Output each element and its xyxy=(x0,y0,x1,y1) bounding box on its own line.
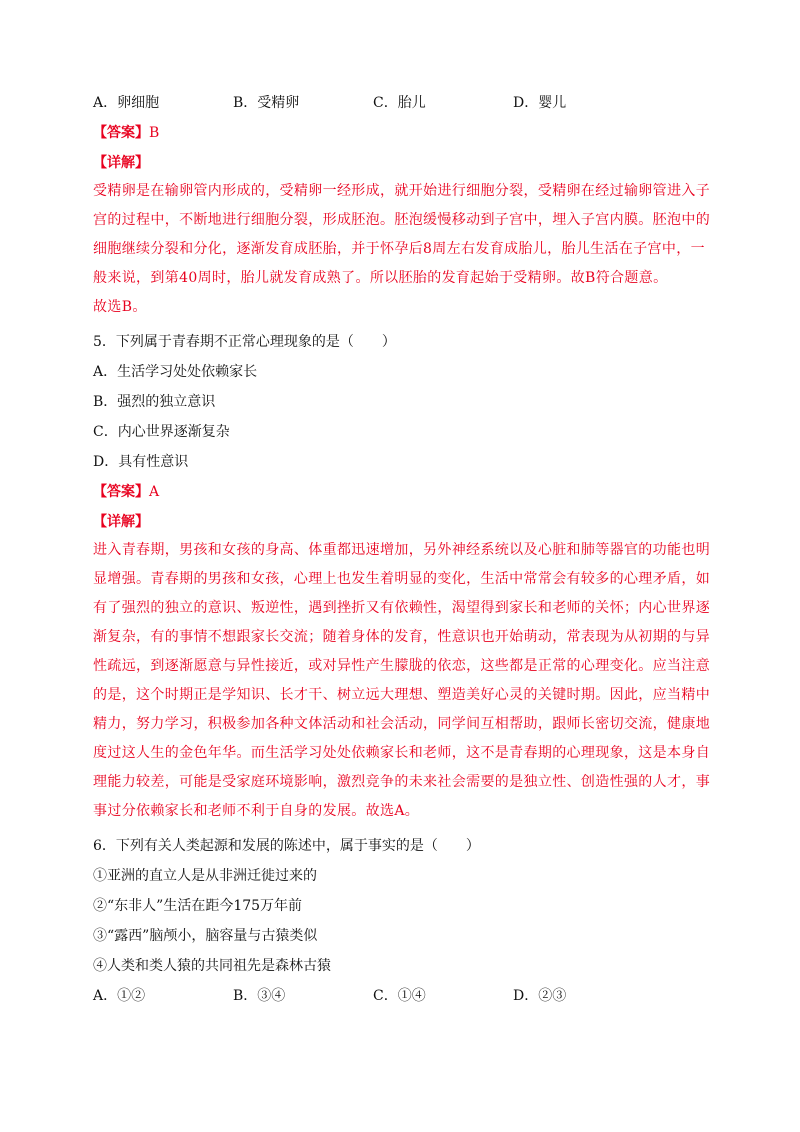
q5-detail-line: 渐复杂，有的事情不想跟家长交流；随着身体的发育，性意识也开始萌动，常表现为从初期的与异 xyxy=(93,629,711,645)
q5-detail-line: 有了强烈的独立的意识、叛逆性，遇到挫折又有依赖性，渴望得到家长和老师的关怀；内心世界逐 xyxy=(93,600,711,616)
q5-detail-line: 进入青春期，男孩和女孩的身高、体重都迅速增加，另外神经系统以及心脏和肺等器官的功能也明 xyxy=(93,542,711,558)
q5-option-a: A．生活学习处处依赖家长 xyxy=(93,364,258,380)
q5-detail-line: 理能力较差，可能是受家庭环境影响，激烈竞争的未来社会需要的是独立性、创造性强的人才，事 xyxy=(93,774,711,790)
q5-detail-line: 度过这人生的金色年华。而生活学习处处依赖家长和老师，这不是青春期的心理现象，这是本身自 xyxy=(93,745,711,761)
q4-option-c: C．胎儿 xyxy=(373,95,426,111)
q4-detail-line: 受精卵是在输卵管内形成的，受精卵一经形成，就开始进行细胞分裂，受精卵在经过输卵管进入子 xyxy=(93,183,711,199)
q4-answer-value: B xyxy=(149,125,160,141)
q4-option-d: D．婴儿 xyxy=(513,95,567,111)
q6-statement-3: ③“露西”脑颅小，脑容量与古猿类似 xyxy=(93,928,318,944)
q4-options xyxy=(93,93,713,113)
q4-detail xyxy=(93,177,713,322)
q6-option-d: D．②③ xyxy=(513,988,567,1004)
q5-detail-line: 事过分依赖家长和老师不利于自身的发展。故选A。 xyxy=(93,803,420,819)
q4-option-a: A．卵细胞 xyxy=(93,95,160,111)
q5-detail-line: 显增强。青春期的男孩和女孩，心理上也发生着明显的变化，生活中常常会有较多的心理矛盾，如 xyxy=(93,571,711,587)
q6-option-a: A．①② xyxy=(93,988,146,1004)
q4-detail-line: 般来说，到第40周时，胎儿就发育成熟了。所以胚胎的发育起始于受精卵。故B符合题意。 xyxy=(93,270,668,286)
q5-answer-tag: 【答案】 xyxy=(93,484,149,500)
q6-statement-2: ②“东非人”生活在距今175万年前 xyxy=(93,898,303,914)
q4-detail-tag: 【详解】 xyxy=(93,155,149,171)
q4-answer-tag: 【答案】 xyxy=(93,125,149,141)
q5-answer-value: A xyxy=(149,484,160,500)
q4-conclusion: 故选B。 xyxy=(93,299,147,315)
q4-option-b: B．受精卵 xyxy=(233,95,300,111)
q5-option-c: C．内心世界逐渐复杂 xyxy=(93,424,230,440)
q5-stem: 5．下列属于青春期不正常心理现象的是（ ） xyxy=(93,334,396,350)
q6-stem: 6．下列有关人类起源和发展的陈述中，属于事实的是（ ） xyxy=(93,838,480,854)
q5-detail-line: 性疏远，到逐渐愿意与异性接近，或对异性产生朦胧的依恋，这些都是正常的心理变化。应当注意 xyxy=(93,658,711,674)
q6-statement-4: ④人类和类人猿的共同祖先是森林古猿 xyxy=(93,958,331,974)
q6-options xyxy=(93,986,713,1006)
q5-option-b: B．强烈的独立意识 xyxy=(93,394,216,410)
q4-answer xyxy=(93,123,713,143)
q6-option-b: B．③④ xyxy=(233,988,286,1004)
q5-detail-tag: 【详解】 xyxy=(93,514,149,530)
q5-detail-line: 精力，努力学习，积极参加各种文体活动和社会活动，同学间互相帮助，跟师长密切交流，健康地 xyxy=(93,716,711,732)
q4-detail-line: 宫的过程中，不断地进行细胞分裂，形成胚泡。胚泡缓慢移动到子宫中，埋入子宫内膜。胚泡中的 xyxy=(93,212,711,228)
q6-option-c: C．①④ xyxy=(373,988,426,1004)
q6-statement-1: ①亚洲的直立人是从非洲迁徙过来的 xyxy=(93,868,317,884)
q5-detail xyxy=(93,536,713,826)
q5-option-d: D．具有性意识 xyxy=(93,454,189,470)
q5-answer xyxy=(93,482,713,502)
q5-detail-line: 的是，这个时期正是学知识、长才干、树立远大理想、塑造美好心灵的关键时期。因此，应当精中 xyxy=(93,687,711,703)
document-page xyxy=(93,90,713,1006)
q4-detail-line: 细胞继续分裂和分化，逐渐发育成胚胎，并于怀孕后8周左右发育成胎儿，胎儿生活在子宫中，一 xyxy=(93,241,705,257)
